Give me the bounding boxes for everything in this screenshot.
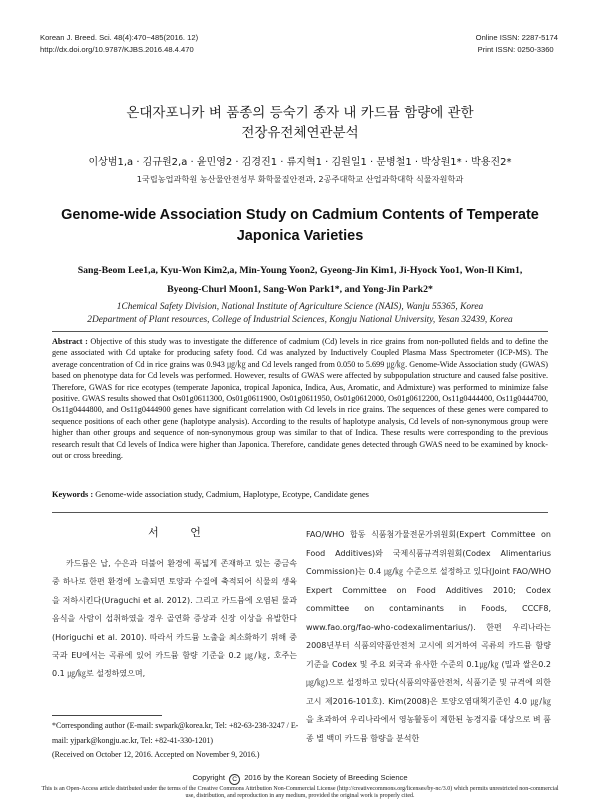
korean-authors: 이상범1,a · 김규원2,a · 윤민영2 · 김경진1 · 류지혁1 · 김원일1 · 문병철1 · 박상원1* · 박용진2* (88, 157, 512, 168)
introduction-paragraph-left: 카드뮴은 납, 수은과 더불어 환경에 폭넓게 존재하고 있는 중금속 중 하나로 한편 환경에 노출되면 토양과 수질에 축적되어 식물의 생육을 저하시킨다(Uraguchi et al. 2012). 그리고 카드뮴에 오염된 물과 음식을 사람이 섭취하였을 경우 골연화 증상과 신장 이상을 유발한다(Horiguchi et al. 2010). 따라서 카드뮴 노출을 최소화하기 위해 중국과 EU에서는 곡류에 있어 카드뮴 함량 기준을 0.2 ㎍/㎏, 호주는 0.1 ㎍/㎏로 설정하였으며, (52, 559, 297, 679)
copyright-text: 2016 by the Korean Society of Breeding Science (244, 773, 408, 782)
journal-line: Korean J. Breed. Sci. 48(4):470~485(2016. 12) (40, 33, 199, 42)
english-affiliation-1: 1Chemical Safety Division, National Institute of Agriculture Science (NAIS), Wanju 55365, Korea (116, 302, 484, 312)
introduction-heading: 서 언 (148, 526, 215, 539)
journal-citation (40, 32, 198, 56)
korean-affiliations: 1국립농업과학원 농산물안전성부 화학물질안전과, 2공주대학교 산업과학대학 식물자원학과 (136, 174, 464, 184)
introduction-paragraph-right: FAO/WHO 합동 식품첨가물전문가위원회(Expert Committee on Food Additives)와 국제식품규격위원회(Codex Alimentarius Commission)는 0.4 ㎍/㎏ 수준으로 설정하고 있다(Joint FAO/WHO Expert Committee on Food Additives 2010; Codex committee on contaminants in Foods, CCCF8, www.fao.org/fao-who-codexalimentarius/). 한편 우리나라는 2008년부터 식품의약품안전처 고시에 의거하여 곡류의 카드뮴 함량 기준을 Codex 및 주요 외국과 유사한 수준의 0.1㎍/㎏ (밀과 쌀은0.2㎍/㎏)으로 설정하고 있다(식품의약품안전처, 식품기준 및 규격에 의한 고시 제2016-101호). Kim(2008)은 토양오염대책기준인 4.0 ㎍/㎏을 초과하여 우리나라에서 영농활동이 제한된 농경지를 대상으로 벼 품종 별 백미 카드뮴 함량을 분석한 (306, 530, 551, 743)
footnote-rule (52, 715, 162, 716)
english-authors (40, 261, 560, 299)
footnote (52, 719, 302, 763)
abstract (52, 336, 548, 461)
keywords-text: Genome-wide association study, Cadmium, Haplotype, Ecotype, Candidate genes (95, 490, 369, 499)
korean-title-line1: 온대자포니카 벼 품종의 등숙기 종자 내 카드뮴 함량에 관한 (126, 105, 474, 121)
copyright-line (0, 773, 600, 785)
english-authors-line1: Sang-Beom Lee1,a, Kyu-Won Kim2,a, Min-Young Yoon2, Gyeong-Jin Kim1, Ji-Hyock Yoo1, Won-Il Kim1, (77, 265, 523, 276)
abstract-label: Abstract : (52, 337, 88, 346)
license-notice: This is an Open-Access article distributed under the terms of the Creative Commons Attribution Non-Commercial License (http://creativecommons.org/licenses/by-nc/3.0) which permits unrestricted non-commercial use, distribution, and reproduction in any medium, provided the original work is properly cited. (41, 786, 559, 799)
abstract-bottom-rule (52, 512, 548, 513)
corresponding-author: *Corresponding author (E-mail: swpark@korea.kr, Tel: +82-63-238-3247 / E-mail: yjpark@kongju.ac.kr, Tel: +82-41-330-1201) (52, 721, 299, 745)
copyright-label: Copyright (192, 773, 225, 782)
english-title-line1: Genome-wide Association Study on Cadmium Contents of Temperate (61, 207, 539, 223)
keywords-label: Keywords : (52, 490, 94, 499)
korean-title (0, 103, 600, 143)
keywords (52, 490, 548, 499)
print-issn: Print ISSN: 0250-3360 (477, 45, 554, 54)
abstract-top-rule (52, 331, 548, 332)
right-column (306, 526, 551, 748)
received-dates: (Received on October 12, 2016. Accepted on November 9, 2016.) (52, 750, 260, 760)
doi-link[interactable]: http://dx.doi.org/10.9787/KJBS.2016.48.4.470 (40, 45, 194, 54)
abstract-text: Objective of this study was to investigate the difference of cadmium (Cd) levels in rice grains from non-polluted fields and to define the gene associated with Cd uptake for producing safety food. Cd was analyzed by Inductively Coupled Plasma Mass Spectrometer (ICP-MS). The average concentration of Cd in rice grains was 0.943 ㎍/㎏ and Cd levels ranged from 0.050 to 5.699 ㎍/㎏. Genome-Wide Association study (GWAS) based on phenotype data for Cd levels was performed. However, results of GWAS were affected by subpopulation structure and caused false positive. Therefore, GWAS for rice ecotypes (temperate Japonica, tropical Japonica, Indica, Aus, Aromatic, and Admixture) was performed to minimize false positive. GWAS results showed that Os01g0611300, Os01g0611900, Os01g0611950, Os01g0612000, Os01g0612200, Os11g0444400, Os11g0444700, Os11g0444800, and Os11g0444900 genes have significant correlation with Cd levels in rice grains. The sequences of these genes were compared to sequence positions of each other gene (haplotype analysis). According to the results of haplotype analysis, Cd levels of non-synonymous group were higher than other groups and sequence of non-synonymous group was similar to that of Indica. These results were corresponding to the previous research result that Cd levels of Indica were higher than Japonica. Therefore, candidate genes detected through GWAS need to be examined by knock-out or cross breeding. (52, 337, 548, 461)
english-title (0, 205, 600, 247)
left-column (52, 524, 297, 684)
online-issn: Online ISSN: 2287-5174 (475, 33, 558, 42)
copyright-icon: C (229, 774, 240, 785)
issn-block (476, 32, 558, 56)
korean-title-line2: 전장유전체연관분석 (241, 125, 359, 141)
english-title-line2: Japonica Varieties (236, 228, 364, 244)
english-authors-line2: Byeong-Churl Moon1, Sang-Won Park1*, and Yong-Jin Park2* (167, 284, 433, 295)
english-affiliations (40, 301, 560, 326)
english-affiliation-2: 2Department of Plant resources, College of Industrial Sciences, Kongju National University, Yesan 32439, Korea (87, 314, 513, 325)
